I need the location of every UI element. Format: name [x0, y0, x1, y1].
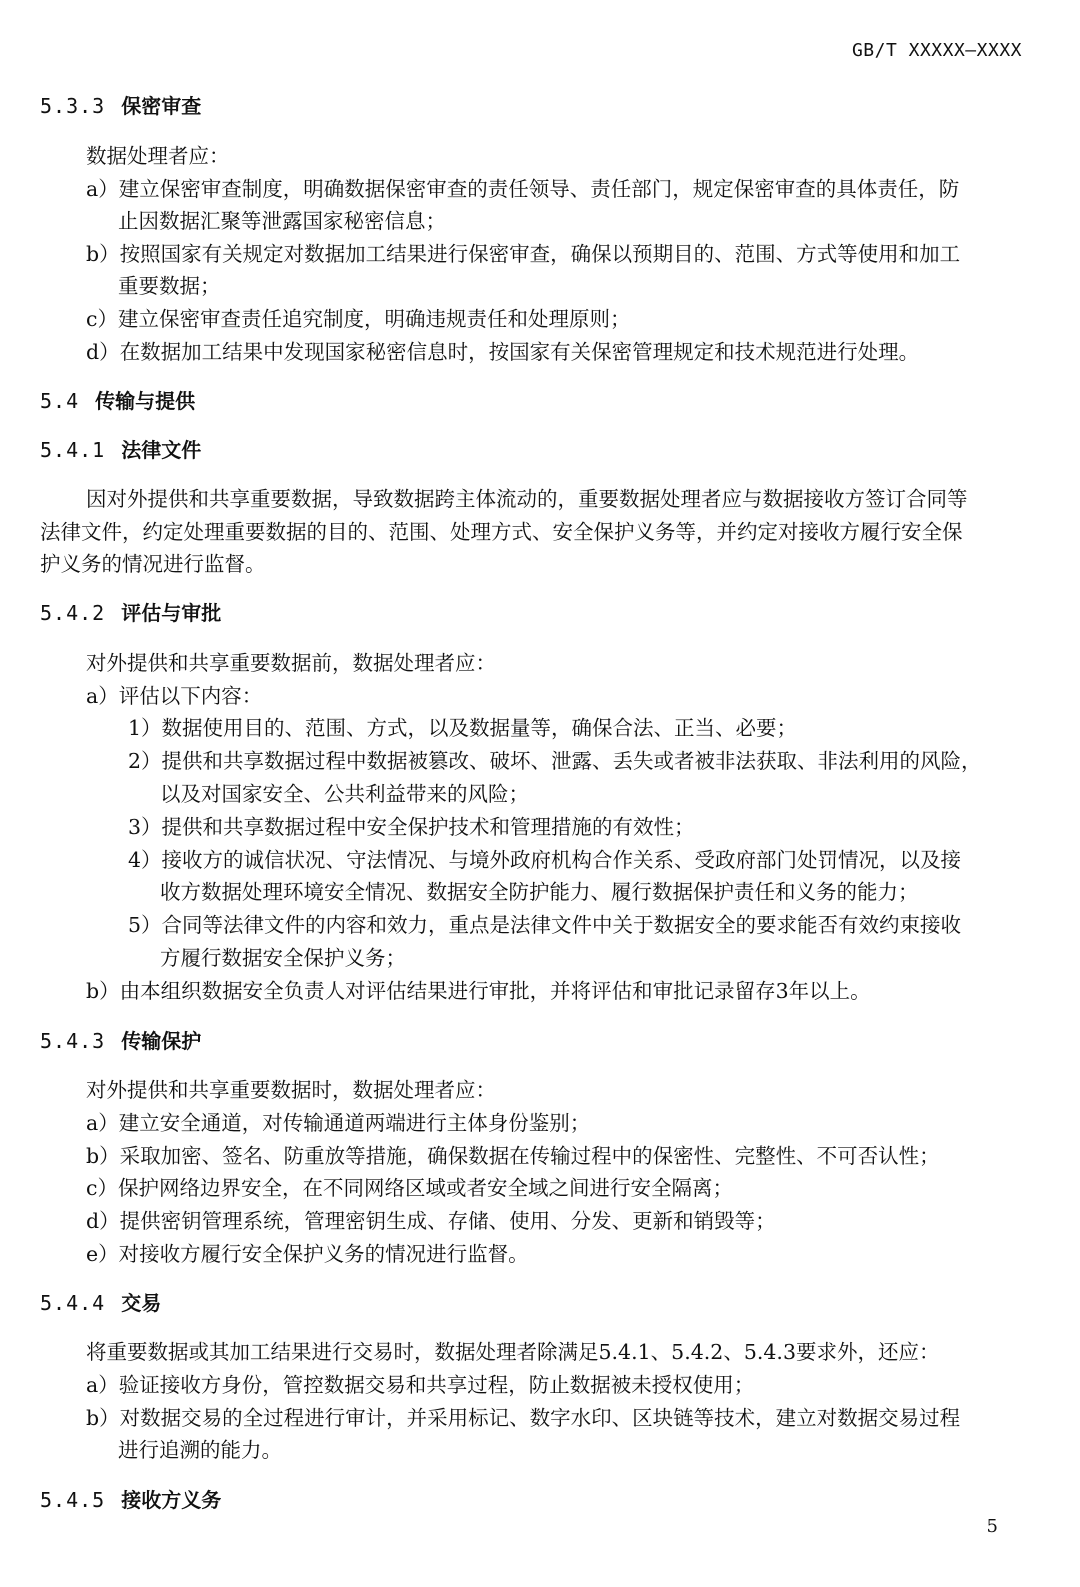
section-title: 传输保护: [121, 1029, 202, 1053]
list-item: b）对数据交易的全过程进行审计，并采用标记、数字水印、区块链等技术，建立对数据交易过程: [86, 1406, 961, 1430]
section-number: 5.4: [40, 389, 80, 413]
paragraph: 因对外提供和共享重要数据，导致数据跨主体流动的，重要数据处理者应与数据接收方签订合同等: [86, 487, 968, 511]
list-item-continuation: 重要数据；: [118, 274, 221, 298]
list-item: b）采取加密、签名、防重放等措施，确保数据在传输过程中的保密性、完整性、不可否认性；: [86, 1144, 940, 1168]
list-item: a）建立保密审查制度，明确数据保密审查的责任领导、责任部门，规定保密审查的具体责任，防: [86, 177, 960, 201]
list-item-continuation: 进行追溯的能力。: [118, 1438, 282, 1462]
sub-list-item: 3）提供和共享数据过程中安全保护技术和管理措施的有效性；: [128, 815, 695, 839]
list-item: d）提供密钥管理系统，管理密钥生成、存储、使用、分发、更新和销毁等；: [86, 1209, 776, 1233]
sub-list-item: 5）合同等法律文件的内容和效力，重点是法律文件中关于数据安全的要求能否有效约束接收: [128, 913, 962, 937]
list-item: a）验证接收方身份，管控数据交易和共享过程，防止数据被未授权使用；: [86, 1373, 755, 1397]
list-item: c）建立保密审查责任追究制度，明确违规责任和处理原则；: [86, 307, 631, 331]
sub-list-item: 1）数据使用目的、范围、方式，以及数据量等，确保合法、正当、必要；: [128, 716, 798, 740]
paragraph: 对外提供和共享重要数据前，数据处理者应：: [86, 651, 496, 675]
paragraph-continuation: 法律文件，约定处理重要数据的目的、范围、处理方式、安全保护义务等，并约定对接收方履行安全保: [40, 520, 963, 544]
list-item: d）在数据加工结果中发现国家秘密信息时，按国家有关保密管理规定和技术规范进行处理。: [86, 340, 920, 364]
section-heading-5-4-1: [40, 435, 201, 465]
section-number: 5.4.3: [40, 1029, 106, 1053]
section-heading-5-4: [40, 386, 195, 416]
section-number: 5.4.5: [40, 1488, 106, 1512]
section-heading-5-3-3: [40, 91, 201, 121]
paragraph: 对外提供和共享重要数据时，数据处理者应：: [86, 1078, 496, 1102]
standard-code: GB/T XXXXX—XXXX: [851, 40, 1022, 61]
section-heading-5-4-4: [40, 1288, 161, 1318]
list-item: b）按照国家有关规定对数据加工结果进行保密审查，确保以预期目的、范围、方式等使用和加工: [86, 242, 961, 266]
sub-list-item-continuation: 方履行数据安全保护义务；: [160, 946, 406, 970]
paragraph: 数据处理者应：: [86, 144, 230, 168]
section-number: 5.4.1: [40, 438, 106, 462]
section-heading-5-4-3: [40, 1026, 201, 1056]
section-heading-5-4-5: [40, 1485, 221, 1515]
section-number: 5.3.3: [40, 94, 106, 118]
list-item: b）由本组织数据安全负责人对评估结果进行审批，并将评估和审批记录留存3年以上。: [86, 979, 871, 1003]
section-title: 传输与提供: [95, 389, 196, 413]
list-item-continuation: 止因数据汇聚等泄露国家秘密信息；: [118, 209, 446, 233]
section-number: 5.4.2: [40, 601, 106, 625]
section-heading-5-4-2: [40, 598, 221, 628]
section-title: 交易: [121, 1291, 162, 1315]
sub-list-item: 4）接收方的诚信状况、守法情况、与境外政府机构合作关系、受政府部门处罚情况，以及接: [128, 848, 962, 872]
section-number: 5.4.4: [40, 1291, 106, 1315]
section-title: 评估与审批: [121, 601, 222, 625]
paragraph: 将重要数据或其加工结果进行交易时，数据处理者除满足5.4.1、5.4.2、5.4.3要求外，还应：: [86, 1340, 940, 1364]
section-title: 接收方义务: [121, 1488, 222, 1512]
paragraph-continuation: 护义务的情况进行监督。: [40, 552, 266, 576]
sub-list-item-continuation: 以及对国家安全、公共利益带来的风险；: [160, 782, 529, 806]
list-item: e）对接收方履行安全保护义务的情况进行监督。: [86, 1242, 529, 1266]
page-number: 5: [986, 1516, 998, 1537]
list-item: a）建立安全通道，对传输通道两端进行主体身份鉴别；: [86, 1111, 591, 1135]
list-item: a）评估以下内容：: [86, 684, 263, 708]
section-title: 法律文件: [121, 438, 202, 462]
sub-list-item-continuation: 收方数据处理环境安全情况、数据安全防护能力、履行数据保护责任和义务的能力；: [160, 880, 919, 904]
sub-list-item: 2）提供和共享数据过程中数据被篡改、破坏、泄露、丢失或者被非法获取、非法利用的风险，: [128, 749, 982, 773]
section-title: 保密审查: [121, 94, 202, 118]
list-item: c）保护网络边界安全，在不同网络区域或者安全域之间进行安全隔离；: [86, 1176, 733, 1200]
